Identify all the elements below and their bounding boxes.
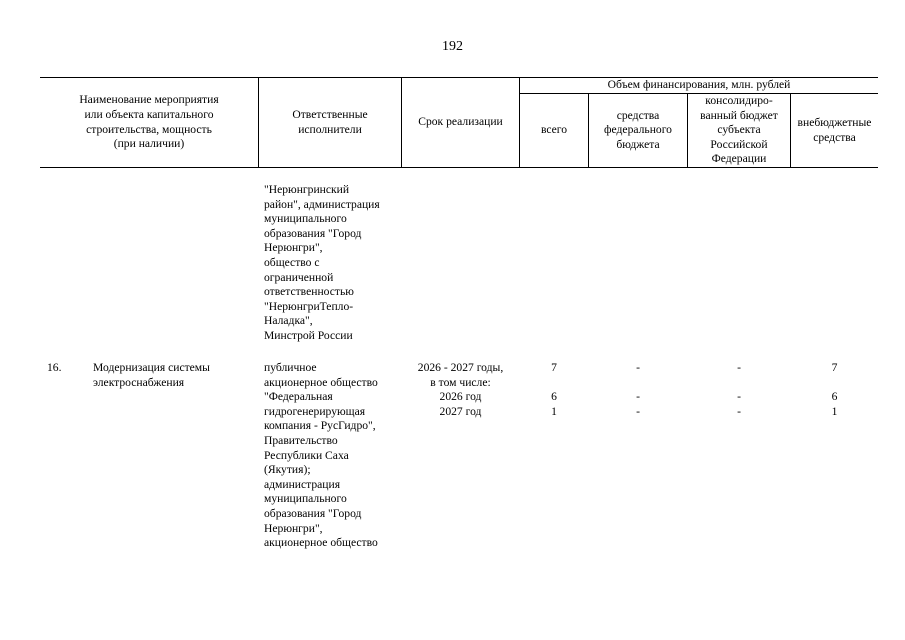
row-federal-value — [589, 376, 687, 391]
continuation-line: образования "Город — [264, 226, 362, 240]
header-total-cell — [520, 94, 588, 167]
header-federal-cell — [589, 94, 687, 167]
header-name-line: или объекта капитального — [84, 107, 214, 121]
row-extra-value: 1 — [831, 404, 838, 418]
continuation-line: ограниченной — [264, 270, 334, 284]
row-federal — [589, 361, 687, 419]
row-executors-line: администрация — [264, 477, 341, 491]
row-executors-line: муниципального — [264, 492, 347, 506]
header-regional-cell — [688, 94, 790, 167]
continuation-line: район", администрация — [264, 197, 380, 211]
row-regional-value: - — [737, 404, 741, 418]
continuation-line: "НерюнгриТепло- — [264, 299, 354, 313]
header-executors-cell — [259, 78, 401, 167]
header-extra-cell — [791, 94, 878, 167]
header-extra-line: внебюджетные — [797, 115, 872, 129]
row-number: 16. — [47, 361, 62, 374]
header-federal-line: средства — [616, 108, 660, 122]
header-period-label: Срок реализации — [418, 115, 503, 129]
row-executors-line: (Якутия); — [264, 463, 311, 477]
header-funding-title — [520, 78, 878, 93]
row-total-value — [520, 376, 588, 391]
continuation-line: ответственностью — [264, 285, 354, 299]
row-period-line: 2027 год — [439, 404, 482, 418]
row-total-value: 1 — [551, 404, 557, 418]
page-number: 192 — [442, 39, 463, 54]
header-name-line: (при наличии) — [113, 137, 185, 151]
row-extra-value — [791, 376, 878, 391]
continuation-line: "Нерюнгринский — [264, 183, 350, 196]
row-total — [520, 361, 588, 419]
header-total-label: всего — [540, 123, 568, 137]
header-regional-line: Федерации — [711, 152, 767, 166]
row-executors-line: образования "Город — [264, 506, 362, 520]
header-regional-line: консолидиро- — [705, 94, 773, 108]
header-federal-line: федерального — [604, 123, 672, 137]
header-bottom-border — [40, 167, 878, 168]
header-federal-line: бюджета — [616, 137, 660, 151]
row-executors-line: публичное — [264, 361, 317, 374]
row-extra — [791, 361, 878, 419]
row-executors — [264, 361, 378, 551]
row-period — [402, 361, 519, 419]
row-regional — [688, 361, 790, 419]
row-regional-value — [688, 376, 790, 391]
row-period-line: в том числе: — [430, 375, 491, 389]
header-regional-line: субъекта — [717, 123, 761, 137]
row-period-line: 2026 год — [439, 390, 482, 404]
continuation-line: Минстрой России — [264, 328, 353, 342]
header-name-line: строительства, мощность — [86, 122, 212, 136]
header-period-cell — [402, 78, 519, 167]
continuation-line: Нерюнгри", — [264, 241, 323, 255]
row-extra-value: 7 — [831, 361, 838, 374]
header-name-cell — [40, 78, 258, 167]
row-executors-line: акционерное общество — [264, 375, 378, 389]
row-executors-line: Правительство — [264, 433, 338, 447]
row-regional-value: - — [737, 390, 741, 404]
row-federal-value: - — [636, 361, 640, 374]
row-name-line: Модернизация системы — [93, 361, 210, 374]
header-regional-line: ванный бюджет — [700, 108, 778, 122]
continuation-executors — [264, 183, 380, 344]
row-federal-value: - — [636, 404, 640, 418]
row-total-value: 6 — [551, 390, 557, 404]
header-regional-line: Российской — [710, 137, 768, 151]
header-extra-line: средства — [813, 130, 856, 144]
row-executors-line: Республики Саха — [264, 448, 349, 462]
row-federal-value: - — [636, 390, 640, 404]
row-executors-line: гидрогенерирующая — [264, 404, 366, 418]
continuation-line: Наладка", — [264, 314, 313, 328]
row-name-line: электроснабжения — [93, 375, 185, 389]
funding-title-text: Объем финансирования, млн. рублей — [607, 78, 791, 92]
continuation-line: муниципального — [264, 212, 347, 226]
row-extra-value: 6 — [831, 390, 838, 404]
header-executors-line: Ответственные — [292, 107, 368, 121]
row-executors-line: "Федеральная — [264, 390, 333, 404]
row-name — [93, 361, 210, 390]
header-executors-line: исполнители — [298, 122, 362, 136]
row-executors-line: акционерное общество — [264, 536, 378, 550]
row-executors-line: Нерюнгри", — [264, 521, 323, 535]
header-name-line: Наименование мероприятия — [79, 93, 219, 107]
continuation-line: общество с — [264, 255, 320, 269]
row-total-value: 7 — [551, 361, 557, 374]
row-executors-line: компания - РусГидро", — [264, 419, 376, 433]
row-period-line: 2026 - 2027 годы, — [417, 361, 504, 374]
row-regional-value: - — [737, 361, 741, 374]
